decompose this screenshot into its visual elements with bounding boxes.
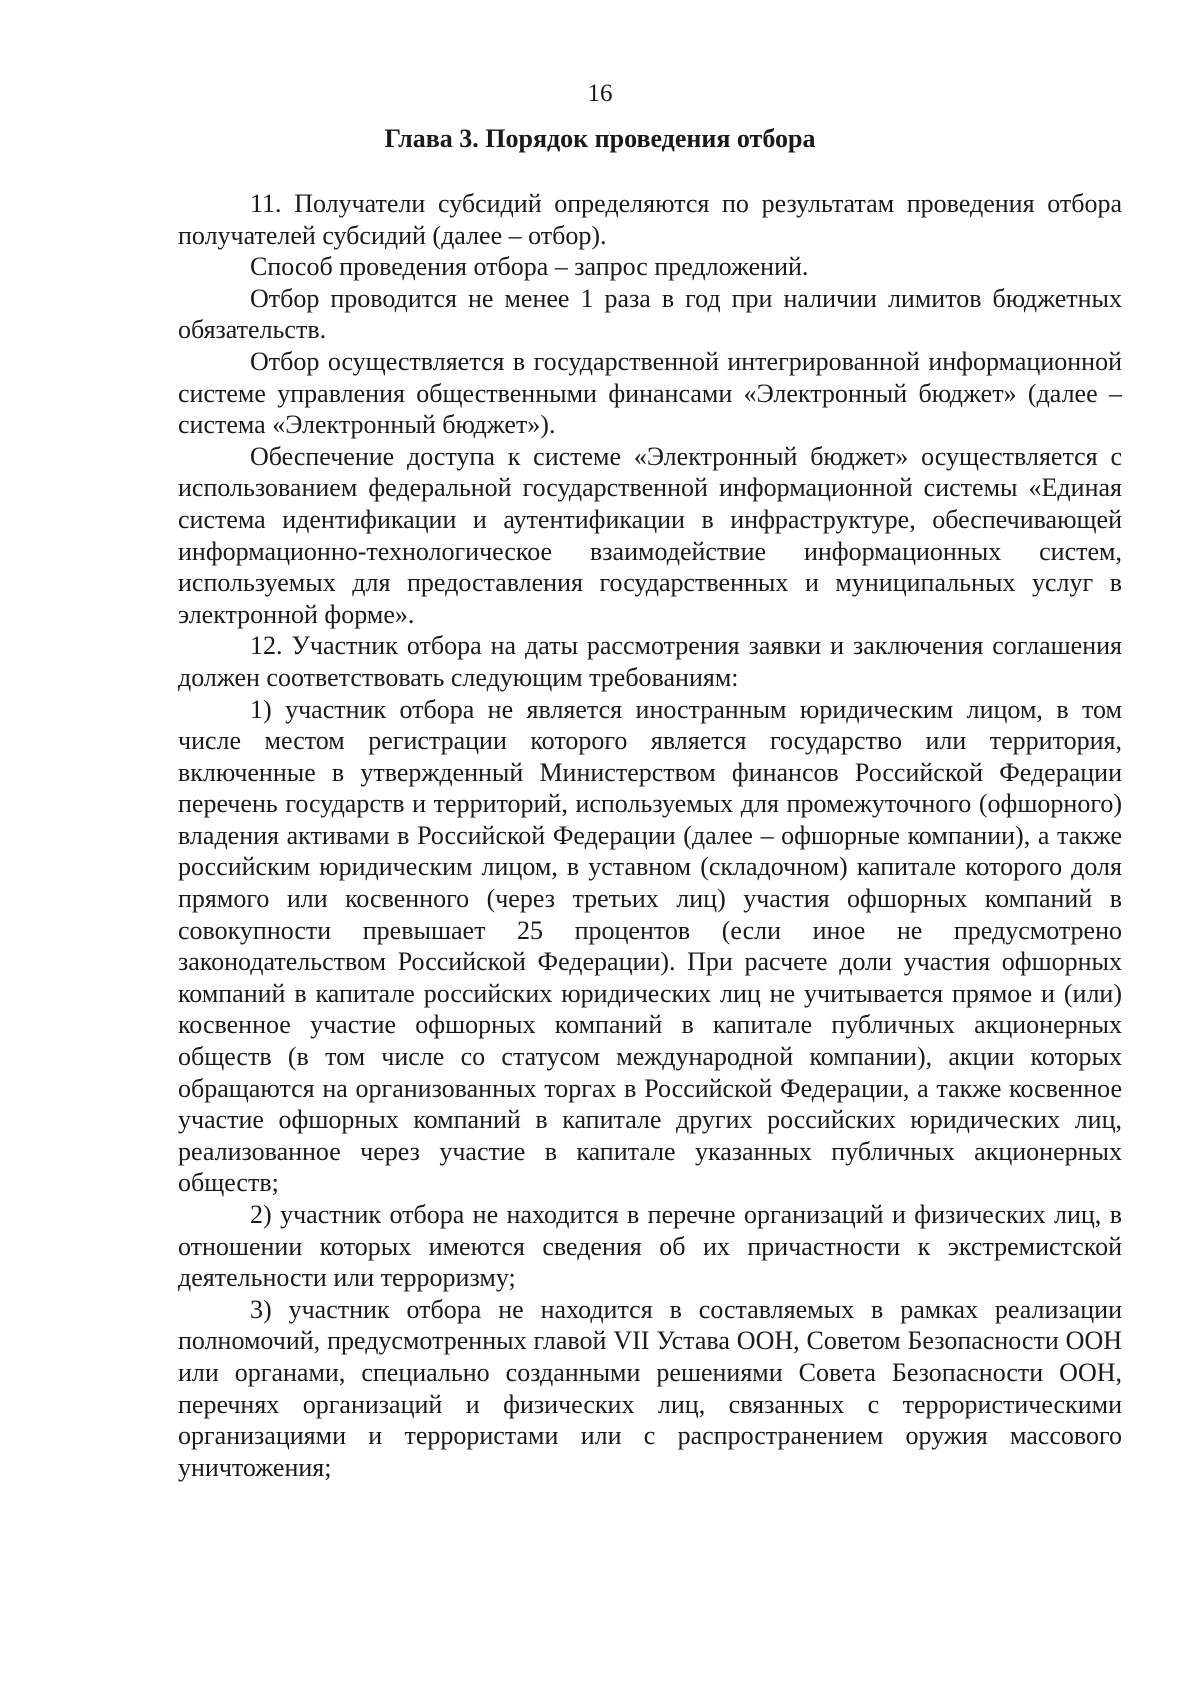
paragraph-frequency: Отбор проводится не менее 1 раза в год при наличии лимитов бюджетных обязательств. — [178, 283, 1122, 345]
paragraph-selection-method: Способ проведения отбора – запрос предложений. — [250, 252, 809, 282]
requirement-item-3: 3) участник отбора не находится в составляемых в рамках реализации полномочий, предусмотренных главой VII Устава ООН, Советом Безопасности ООН или органами, специально созданными решениями Совета Безопасности ООН, перечнях организаций и физических лиц, связанных с террористическими организациями и террористами или с распространением оружия массового уничтожения; — [178, 1294, 1122, 1482]
page-number: 16 — [587, 80, 613, 107]
document-body — [178, 188, 1122, 1483]
requirement-item-2: 2) участник отбора не находится в перечне организаций и физических лиц, в отношении которых имеются сведения об их причастности к экстремистской деятельности или терроризму; — [178, 1200, 1122, 1293]
chapter-title: Глава 3. Порядок проведения отбора — [384, 124, 816, 153]
paragraph-12: 12. Участник отбора на даты рассмотрения заявки и заключения соглашения должен соответствовать следующим требованиям: — [178, 631, 1122, 692]
paragraph-system: Отбор осуществляется в государственной интегрированной информационной системе управления общественными финансами «Электронный бюджет» (далее – система «Электронный бюджет»). — [178, 346, 1122, 440]
paragraph-11: 11. Получатели субсидий определяются по результатам проведения отбора получателей субсидий (далее – отбор). — [178, 189, 1122, 250]
paragraph-access: Обеспечение доступа к системе «Электронный бюджет» осуществляется с использованием федеральной государственной информационной системы «Единая система идентификации и аутентификации в инфраструктуре, обеспечивающей информационно-технологическое взаимодействие информационных систем, используемых для предоставления государственных и муниципальных услуг в электронной форме». — [178, 441, 1122, 629]
requirement-item-1: 1) участник отбора не является иностранным юридическим лицом, в том числе местом регистрации которого является государство или территория, включенные в утвержденный Министерством финансов Российской Федерации перечень государств и территорий, используемых для промежуточного (офшорного) владения активами в Российской Федерации (далее – офшорные компании), а также российским юридическим лицом, в уставном (складочном) капитале которого доля прямого или косвенного (через третьих лиц) участия офшорных компаний в совокупности превышает 25 процентов (если иное не предусмотрено законодательством Российской Федерации). При расчете доли участия офшорных компаний в капитале российских юридических лиц не учитывается прямое и (или) косвенное участие офшорных компаний в капитале публичных акционерных обществ (в том числе со статусом международной компании), акции которых обращаются на организованных торгах в Российской Федерации, а также косвенное участие офшорных компаний в капитале других российских юридических лиц, реализованное через участие в капитале указанных публичных акционерных обществ; — [178, 694, 1122, 1198]
